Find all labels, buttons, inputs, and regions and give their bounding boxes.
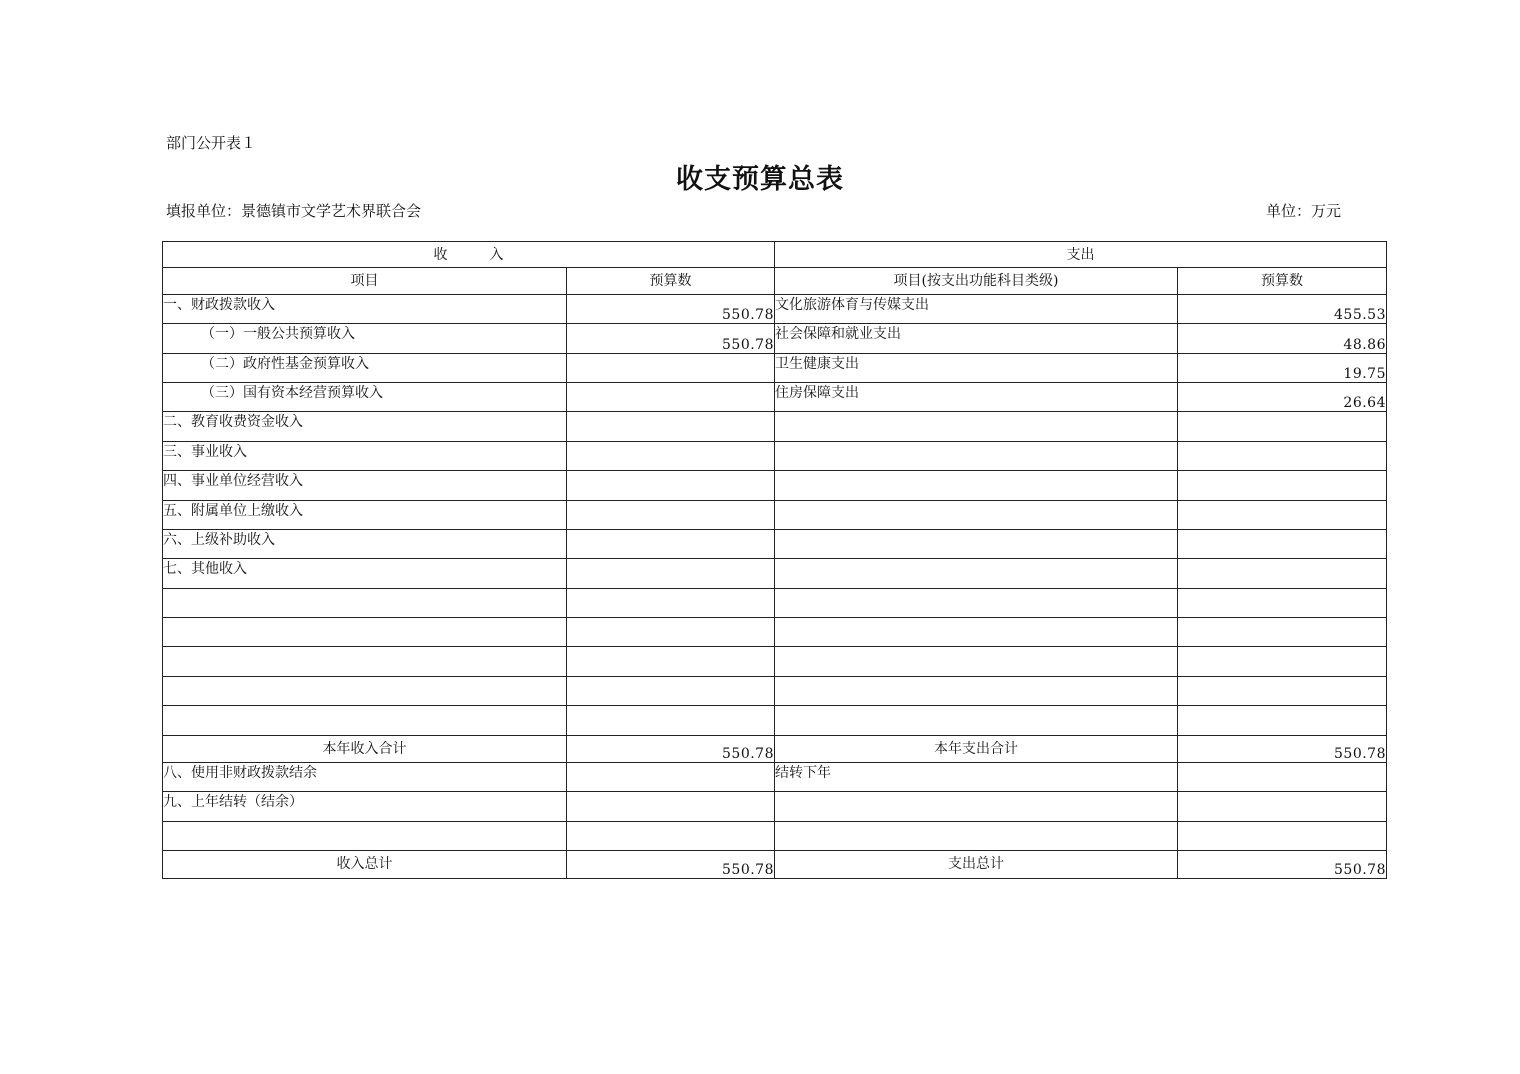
table-row	[163, 441, 1387, 470]
expense-item	[775, 821, 1178, 850]
income-budget-header: 预算数	[567, 268, 775, 294]
income-item: （二）政府性基金预算收入	[163, 353, 567, 382]
income-item-header: 项目	[163, 268, 567, 294]
table-row	[163, 763, 1387, 792]
income-item: 九、上年结转（结余）	[163, 792, 567, 821]
income-total-label: 收入总计	[163, 851, 567, 878]
table-row	[163, 676, 1387, 705]
table-row	[163, 559, 1387, 588]
expense-value	[1178, 588, 1387, 617]
income-item	[163, 706, 567, 735]
expense-header: 支出	[775, 242, 1387, 268]
income-value	[567, 412, 775, 441]
income-value	[567, 821, 775, 850]
table-row	[163, 353, 1387, 382]
expense-subtotal-value: 550.78	[1178, 735, 1387, 762]
expense-value	[1178, 412, 1387, 441]
table-row	[163, 792, 1387, 821]
expense-value: 48.86	[1178, 324, 1387, 353]
form-code: 部门公开表１	[166, 134, 257, 152]
income-item: 七、其他收入	[163, 559, 567, 588]
table-row	[163, 324, 1387, 353]
income-header: 收 入	[163, 242, 775, 268]
expense-value: 26.64	[1178, 382, 1387, 411]
income-subtotal-value: 550.78	[567, 735, 775, 762]
income-item: 六、上级补助收入	[163, 529, 567, 558]
expense-value	[1178, 792, 1387, 821]
income-item: 二、教育收费资金收入	[163, 412, 567, 441]
expense-item: 卫生健康支出	[775, 353, 1178, 382]
expense-item: 住房保障支出	[775, 382, 1178, 411]
income-value	[567, 763, 775, 792]
income-value: 550.78	[567, 294, 775, 323]
money-unit: 单位：万元	[1266, 202, 1342, 220]
expense-item	[775, 647, 1178, 676]
income-value	[567, 529, 775, 558]
expense-value: 455.53	[1178, 294, 1387, 323]
income-item	[163, 618, 567, 647]
expense-item	[775, 706, 1178, 735]
expense-budget-header: 预算数	[1178, 268, 1387, 294]
income-value	[567, 471, 775, 500]
expense-value	[1178, 471, 1387, 500]
income-value	[567, 353, 775, 382]
expense-item	[775, 792, 1178, 821]
income-item: 五、附属单位上缴收入	[163, 500, 567, 529]
income-value	[567, 618, 775, 647]
income-value	[567, 792, 775, 821]
expense-total-label: 支出总计	[775, 851, 1178, 878]
expense-item	[775, 529, 1178, 558]
table-row	[163, 647, 1387, 676]
expense-total-value: 550.78	[1178, 851, 1387, 878]
income-value: 550.78	[567, 324, 775, 353]
table-row	[163, 412, 1387, 441]
expense-value	[1178, 500, 1387, 529]
expense-value	[1178, 618, 1387, 647]
expense-item	[775, 471, 1178, 500]
filler-unit: 填报单位：景德镇市文学艺术界联合会	[166, 202, 422, 220]
income-subtotal-label: 本年收入合计	[163, 735, 567, 762]
grand-total-row	[163, 851, 1387, 878]
table-row	[163, 471, 1387, 500]
expense-value	[1178, 676, 1387, 705]
income-item: （一）一般公共预算收入	[163, 324, 567, 353]
income-value	[567, 382, 775, 411]
expense-item	[775, 618, 1178, 647]
header-row-columns	[163, 268, 1387, 294]
income-item: 八、使用非财政拨款结余	[163, 763, 567, 792]
expense-item-header: 项目(按支出功能科目类级)	[775, 268, 1178, 294]
expense-value	[1178, 559, 1387, 588]
expense-value	[1178, 529, 1387, 558]
expense-item	[775, 500, 1178, 529]
income-value	[567, 676, 775, 705]
table-row	[163, 706, 1387, 735]
income-item	[163, 676, 567, 705]
table-row	[163, 382, 1387, 411]
income-value	[567, 588, 775, 617]
header-row-group	[163, 242, 1387, 268]
expense-item	[775, 412, 1178, 441]
income-item	[163, 647, 567, 676]
income-value	[567, 647, 775, 676]
income-item	[163, 588, 567, 617]
income-value	[567, 500, 775, 529]
table-row	[163, 529, 1387, 558]
expense-value	[1178, 763, 1387, 792]
income-item: 四、事业单位经营收入	[163, 471, 567, 500]
expense-item	[775, 441, 1178, 470]
expense-value	[1178, 706, 1387, 735]
table-row	[163, 821, 1387, 850]
expense-item	[775, 676, 1178, 705]
income-value	[567, 441, 775, 470]
expense-item: 文化旅游体育与传媒支出	[775, 294, 1178, 323]
expense-value	[1178, 821, 1387, 850]
expense-item	[775, 559, 1178, 588]
table-row	[163, 500, 1387, 529]
expense-item: 结转下年	[775, 763, 1178, 792]
income-item: 一、财政拨款收入	[163, 294, 567, 323]
expense-value: 19.75	[1178, 353, 1387, 382]
expense-value	[1178, 647, 1387, 676]
page-title: 收支预算总表	[676, 164, 844, 195]
budget-summary-table	[162, 241, 1387, 879]
table-row	[163, 588, 1387, 617]
income-item: 三、事业收入	[163, 441, 567, 470]
income-total-value: 550.78	[567, 851, 775, 878]
expense-value	[1178, 441, 1387, 470]
income-value	[567, 706, 775, 735]
subtotal-row	[163, 735, 1387, 762]
expense-item: 社会保障和就业支出	[775, 324, 1178, 353]
income-value	[567, 559, 775, 588]
income-item: （三）国有资本经营预算收入	[163, 382, 567, 411]
income-item	[163, 821, 567, 850]
expense-subtotal-label: 本年支出合计	[775, 735, 1178, 762]
expense-item	[775, 588, 1178, 617]
table-row	[163, 618, 1387, 647]
table-row	[163, 294, 1387, 323]
